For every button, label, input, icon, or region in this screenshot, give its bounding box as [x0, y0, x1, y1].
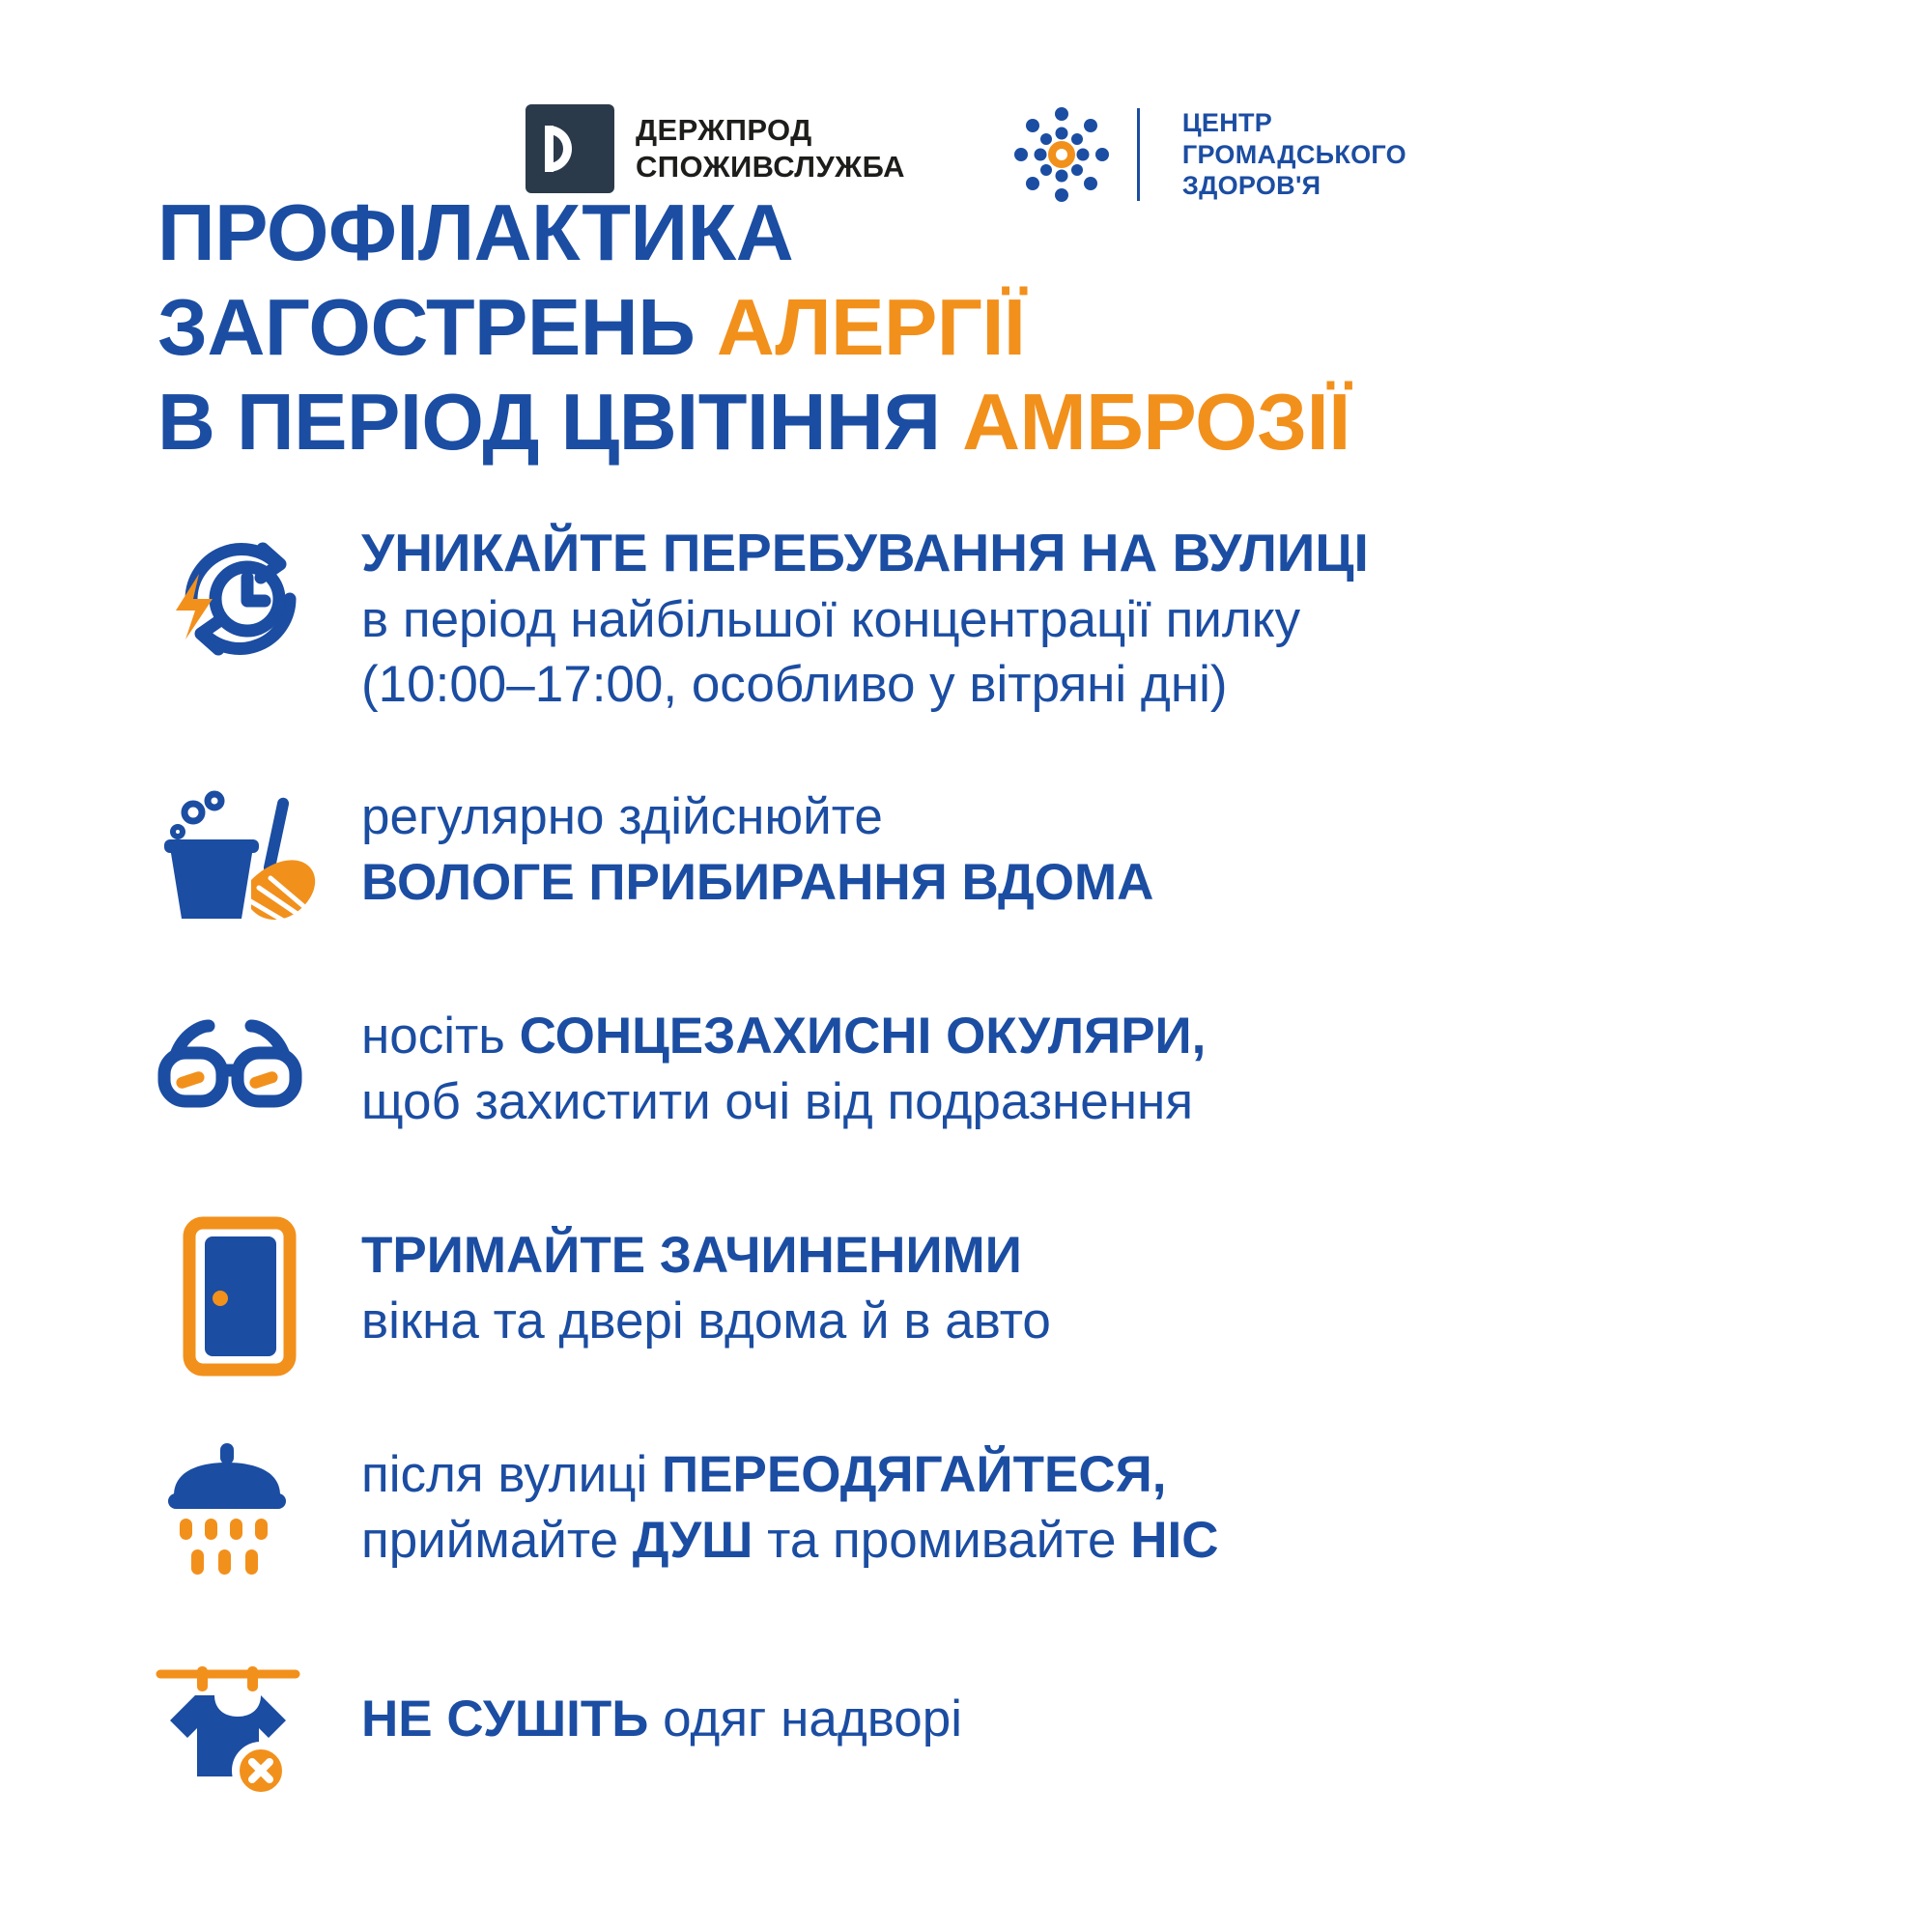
tip-1-line-2: в період найбільшої концентрації пилку — [361, 590, 1301, 648]
dps-logo-line1: ДЕРЖПРОД — [636, 113, 812, 148]
tip-5-line-1-regular: після вулиці — [361, 1446, 663, 1504]
dps-logo-text — [636, 112, 905, 185]
tip-6-line-1-regular: одяг надворі — [648, 1690, 963, 1748]
bucket-mop-icon — [155, 777, 327, 936]
list-item — [155, 512, 1816, 717]
dps-logo-line2: СПОЖИВСЛУЖБА — [636, 150, 905, 184]
door-icon — [155, 1215, 327, 1375]
tip-4-line-2: вікна та двері вдома й в авто — [361, 1292, 1051, 1350]
list-item — [155, 777, 1816, 936]
title-line-2-accent: АЛЕРГІЇ — [716, 281, 1026, 372]
logo-derzhprodspozhyvsluzhba — [526, 104, 905, 193]
title-line-1: ПРОФІЛАКТИКА — [157, 187, 794, 277]
tip-3-text — [361, 996, 1206, 1134]
tip-2-line-2: ВОЛОГЕ ПРИБИРАННЯ ВДОМА — [361, 853, 1154, 911]
cph-logo-line2: ГРОМАДСЬКОГО — [1181, 139, 1406, 169]
tip-2-text — [361, 777, 1153, 915]
tip-1-line-3: (10:00–17:00, особливо у вітряні дні) — [361, 656, 1228, 714]
sunglasses-icon — [155, 996, 327, 1155]
title-line-2 — [157, 280, 1350, 375]
cph-logo-line3: ЗДОРОВ'Я — [1181, 171, 1321, 201]
cph-logo-line1: ЦЕНТР — [1181, 108, 1273, 138]
tip-6-line-1-bold: НЕ СУШІТЬ — [361, 1690, 649, 1748]
tip-3-line-1-regular: носіть — [361, 1008, 520, 1065]
shower-icon — [155, 1435, 327, 1594]
list-item — [155, 1435, 1816, 1594]
list-item — [155, 1654, 1816, 1813]
tip-5-line-1-bold: ПЕРЕОДЯГАЙТЕСЯ, — [662, 1446, 1167, 1504]
clock-refresh-icon — [155, 512, 327, 686]
title-line-3-accent: АМБРОЗІЇ — [962, 376, 1350, 467]
tip-2-line-1: регулярно здійснюйте — [361, 788, 883, 846]
tip-5-line-2-part1: приймайте — [361, 1511, 633, 1569]
title-line-3-main: В ПЕРІОД ЦВІТІННЯ — [157, 376, 963, 467]
tip-5-line-2-bold1: ДУШ — [632, 1511, 753, 1569]
tip-3-line-1-bold: СОНЦЕЗАХИСНІ ОКУЛЯРИ, — [519, 1008, 1207, 1065]
tip-5-line-2-bold2: НІС — [1130, 1511, 1219, 1569]
dps-logo-mark — [526, 104, 614, 193]
tips-list — [155, 512, 1816, 1813]
tip-5-line-2-part2: та промивайте — [753, 1511, 1131, 1569]
list-item — [155, 996, 1816, 1155]
tip-4-line-1: ТРИМАЙТЕ ЗАЧИНЕНИМИ — [361, 1227, 1022, 1285]
tip-3-line-2: щоб захистити очі від подразнення — [361, 1072, 1194, 1130]
no-outdoor-drying-icon — [155, 1654, 327, 1813]
tip-6-text — [361, 1654, 962, 1751]
tip-5-text — [361, 1435, 1219, 1573]
tip-1-text — [361, 512, 1369, 717]
tip-4-text — [361, 1215, 1051, 1353]
title-line-3 — [157, 375, 1350, 469]
title-line-2-main: ЗАГОСТРЕНЬ — [157, 281, 717, 372]
tip-1-line-1: УНИКАЙТЕ ПЕРЕБУВАННЯ НА ВУЛИЦІ — [361, 523, 1369, 582]
list-item — [155, 1215, 1816, 1375]
page-title — [157, 185, 1350, 469]
